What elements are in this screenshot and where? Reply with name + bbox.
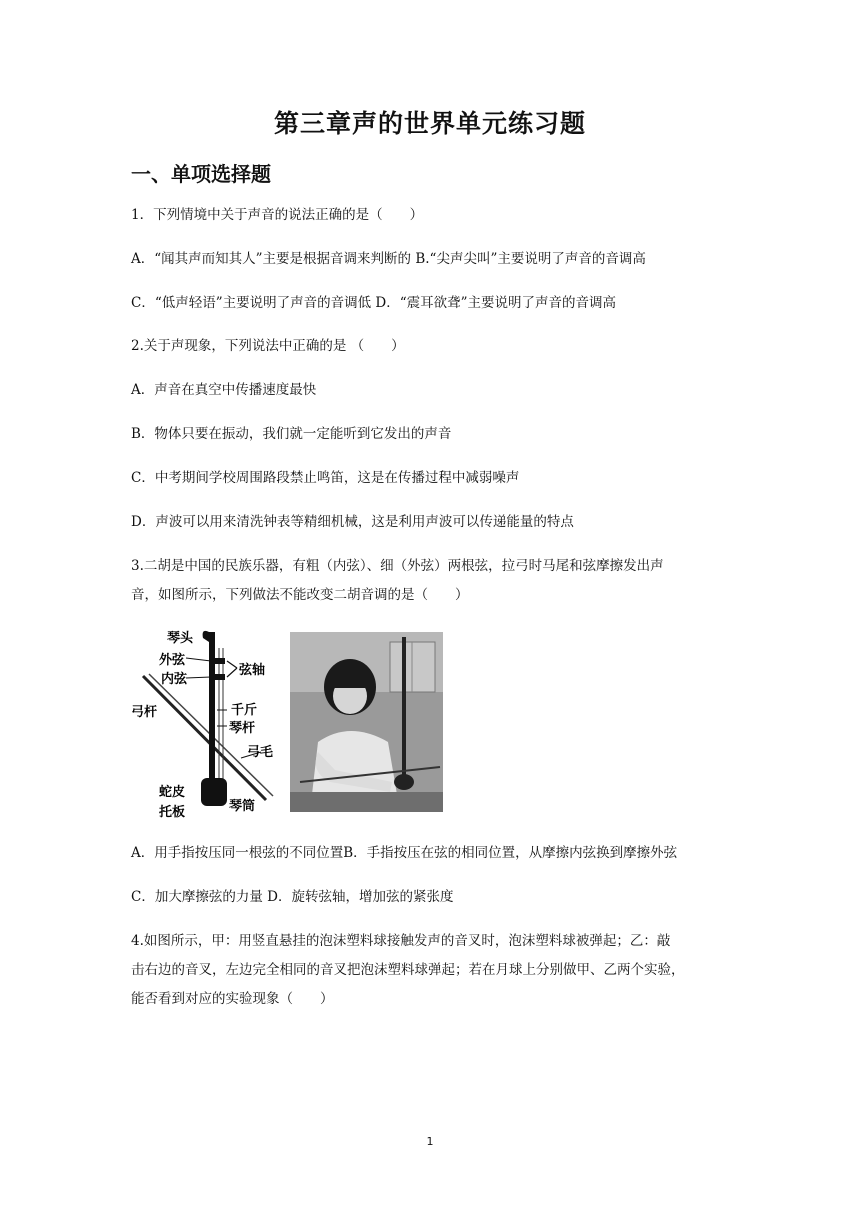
q2-option-c: C．中考期间学校周围路段禁止鸣笛，这是在传播过程中减弱噪声	[131, 470, 520, 486]
q4-stem-line2: 击右边的音叉，左边完全相同的音叉把泡沫塑料球弹起；若在月球上分别做甲、乙两个实验，	[131, 962, 685, 978]
label-xianzhou: 弦轴	[239, 663, 266, 678]
q2-option-a: A．声音在真空中传播速度最快	[131, 382, 317, 398]
q3-stem-line1: 3.二胡是中国的民族乐器，有粗（内弦）、细（外弦）两根弦，拉弓时马尾和弦摩擦发出声	[131, 558, 664, 574]
label-qianjin: 千斤	[231, 703, 258, 718]
label-gonggan: 弓杆	[131, 705, 158, 720]
label-qintou: 琴头	[167, 631, 194, 646]
page-number: 1	[426, 1135, 434, 1148]
label-qintong: 琴筒	[229, 799, 256, 814]
q2-option-d: D．声波可以用来清洗钟表等精细机械，这是利用声波可以传递能量的特点	[131, 514, 574, 530]
label-gongmao: 弓毛	[247, 745, 274, 760]
q3-stem-line2: 音，如图所示，下列做法不能改变二胡音调的是（ ）	[131, 587, 469, 603]
q2-option-b: B．物体只要在振动，我们就一定能听到它发出的声音	[131, 426, 452, 442]
q4-stem-line3: 能否看到对应的实验现象（ ）	[131, 991, 334, 1007]
q2-stem: 2.关于声现象，下列说法中正确的是 （ ）	[131, 338, 405, 354]
q1-options-line2: C．“低声轻语”主要说明了声音的音调低 D．“震耳欲聋”主要说明了声音的音调高	[131, 295, 617, 311]
label-neixian: 内弦	[161, 672, 188, 687]
q3-options-line2: C．加大摩擦弦的力量 D．旋转弦轴，增加弦的紧张度	[131, 889, 454, 905]
erhu-diagram	[131, 628, 281, 823]
q3-options-line1: A．用手指按压同一根弦的不同位置B．手指按压在弦的相同位置，从摩擦内弦换到摩擦外弦	[131, 845, 678, 861]
label-waixian: 外弦	[159, 653, 186, 668]
label-shepi: 蛇皮	[159, 785, 186, 800]
page-title: 第三章声的世界单元练习题	[273, 109, 586, 138]
section-heading: 一、单项选择题	[131, 162, 271, 186]
label-qingan: 琴杆	[229, 721, 256, 736]
erhu-player-photo	[290, 632, 443, 812]
q1-options-line1: A．“闻其声而知其人”主要是根据音调来判断的 B.“尖声尖叫”主要说明了声音的音调高	[131, 251, 646, 267]
label-tuoban: 托板	[159, 805, 186, 820]
q4-stem-line1: 4.如图所示，甲：用竖直悬挂的泡沫塑料球接触发声的音叉时，泡沫塑料球被弹起；乙：敲	[131, 933, 671, 949]
q1-stem: 1．下列情境中关于声音的说法正确的是（ ）	[131, 207, 424, 223]
